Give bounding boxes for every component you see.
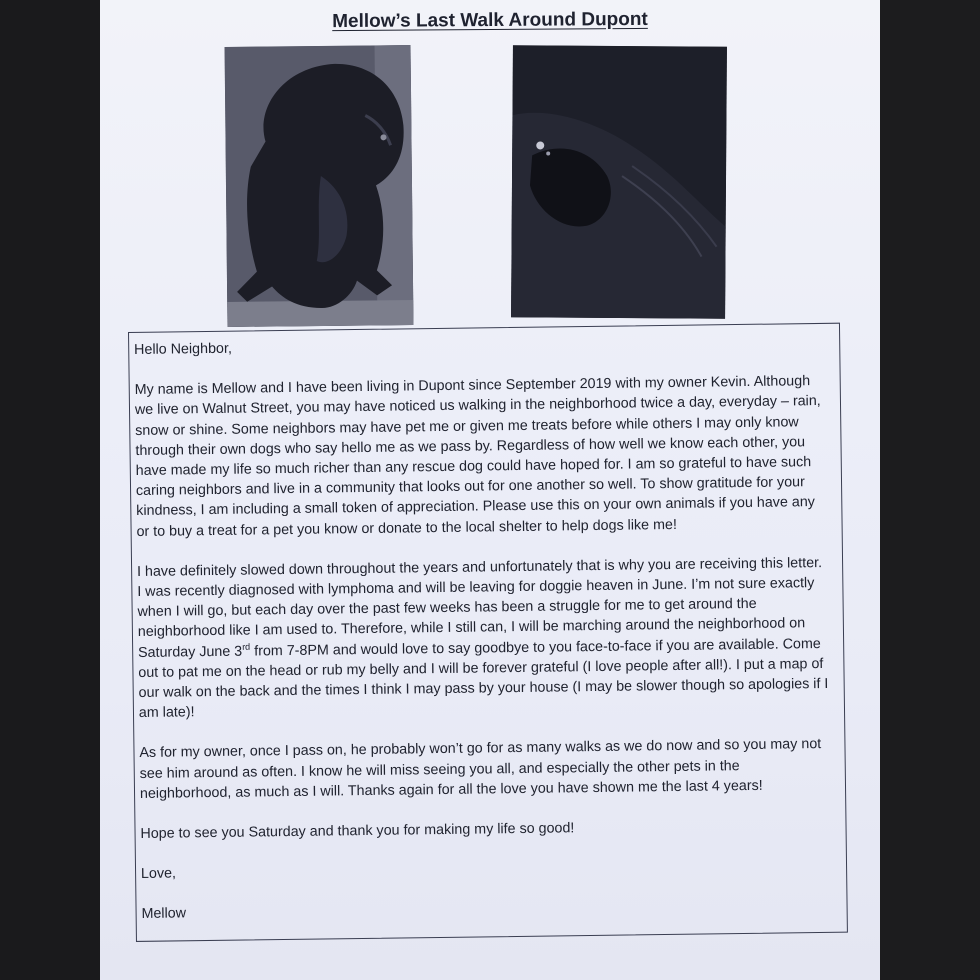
letter-body	[134, 331, 832, 945]
letter-paper	[100, 0, 880, 980]
letter-closing: Love,	[140, 865, 177, 883]
letter-greeting: Hello Neighbor,	[134, 340, 232, 358]
letter-signature: Mellow	[141, 905, 187, 923]
left-dark-border	[0, 0, 100, 980]
paragraph-2-text-a: I have definitely slowed down throughout the years and unfortunately that is why you are receiving this letter. I was recently diagnosed with lymphoma and will be leaving for doggie heaven in June. I’m not sure exactly when I will go, but each day over the past few weeks has been a struggle for me to get around the neighborhood like I am used to. Therefore, while I still can, I will be marching around the neighborhood on Saturday June 3	[136, 554, 823, 661]
dog-photo-closeup	[511, 45, 727, 318]
date-ordinal-suffix: rd	[242, 641, 251, 652]
letter-paragraph-1: My name is Mellow and I have been living in Dupont since September 2019 with my owner Kevin. Although we live on Walnut Street, you may have noticed us walking in the neighborhood twice a day, everyday – rain, snow or shine. Some neighbors may have pet me or given me treats before while others I may only know through their own dogs who say hello me as we pass by. Regardless of how well we know each other, you have made my life so much richer than any rescue dog could have hoped for. I am so grateful to have such caring neighbors and live in a community that looks out for one another so well. To show gratitude for your kindness, I am including a small token of appreciation. Please use this on your own animals if you have any or to buy a treat for a pet you know or donate to the local shelter to help dogs like me!	[134, 373, 821, 540]
letter-paragraph-2	[137, 553, 829, 724]
dog-closeup-illustration	[511, 45, 727, 318]
dog-standing-illustration	[225, 45, 414, 327]
letter-title: Mellow’s Last Walk Around Dupont	[332, 8, 648, 33]
letter-paragraph-3: As for my owner, once I pass on, he probably won’t go for as many walks as we do now and so you may not see him around as often. I know he will miss seeing you all, and especially the other pets in the neighborhood, as much as I will. Thanks again for all the love you have shown me the last 4 years!	[139, 736, 822, 802]
paragraph-2-text-b: from 7-8PM and would love to say goodbye to you face-to-face if you are available. Come out to pat me on the head or rub my belly and I will be forever grateful (I love people after all!). I put a map of our walk on the back and the times I think I may pass by your house (I may be slower though so apologies if I am late)!	[138, 635, 829, 722]
right-dark-border	[880, 0, 980, 980]
letter-paragraph-4: Hope to see you Saturday and thank you for making my life so good!	[140, 820, 575, 843]
dog-photo-standing	[225, 45, 414, 327]
